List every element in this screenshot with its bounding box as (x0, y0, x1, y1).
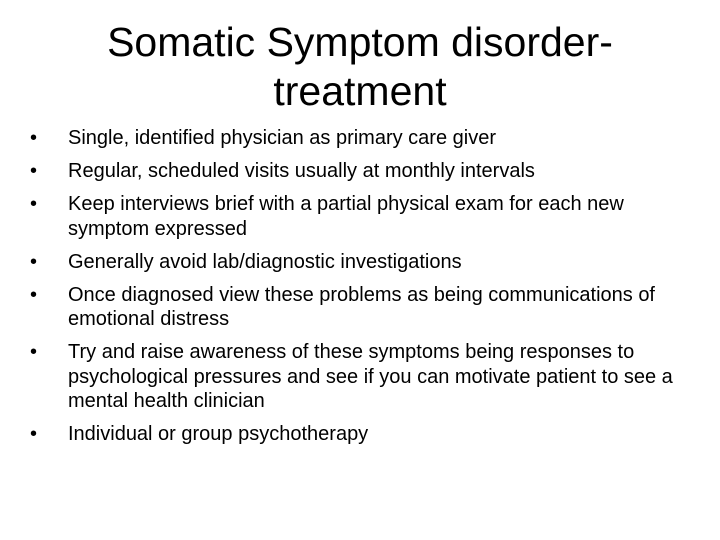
bullet-dot-icon: • (30, 160, 38, 182)
bullet-dot-icon: • (30, 283, 38, 306)
bullet-text: Regular, scheduled visits usually at monthly intervals (68, 160, 535, 182)
bullet-text: Keep interviews brief with a partial physical exam for each new symptom expressed (68, 193, 624, 240)
slide-title: Somatic Symptom disorder-treatment (107, 19, 613, 114)
bullet-item (30, 126, 695, 151)
bullet-dot-icon: • (30, 250, 38, 273)
bullet-item (30, 192, 695, 241)
bullet-dot-icon: • (30, 423, 38, 445)
bullet-text: Generally avoid lab/diagnostic investigations (68, 250, 462, 273)
bullet-item (30, 250, 695, 275)
bullet-text: Single, identified physician as primary care giver (68, 127, 496, 149)
bullet-list (30, 126, 695, 455)
bullet-item (30, 340, 695, 414)
bullet-text: Once diagnosed view these problems as being communications of emotional distress (68, 283, 655, 330)
bullet-dot-icon: • (30, 341, 38, 363)
bullet-text: Try and raise awareness of these symptoms being responses to psychological pressures and see if you can motivate patient to see a mental health clinician (68, 341, 673, 412)
bullet-dot-icon: • (30, 193, 38, 215)
bullet-dot-icon: • (30, 127, 38, 149)
bullet-item (30, 283, 695, 332)
bullet-text: Individual or group psychotherapy (68, 423, 369, 445)
bullet-item (30, 159, 695, 184)
bullet-item (30, 422, 695, 447)
